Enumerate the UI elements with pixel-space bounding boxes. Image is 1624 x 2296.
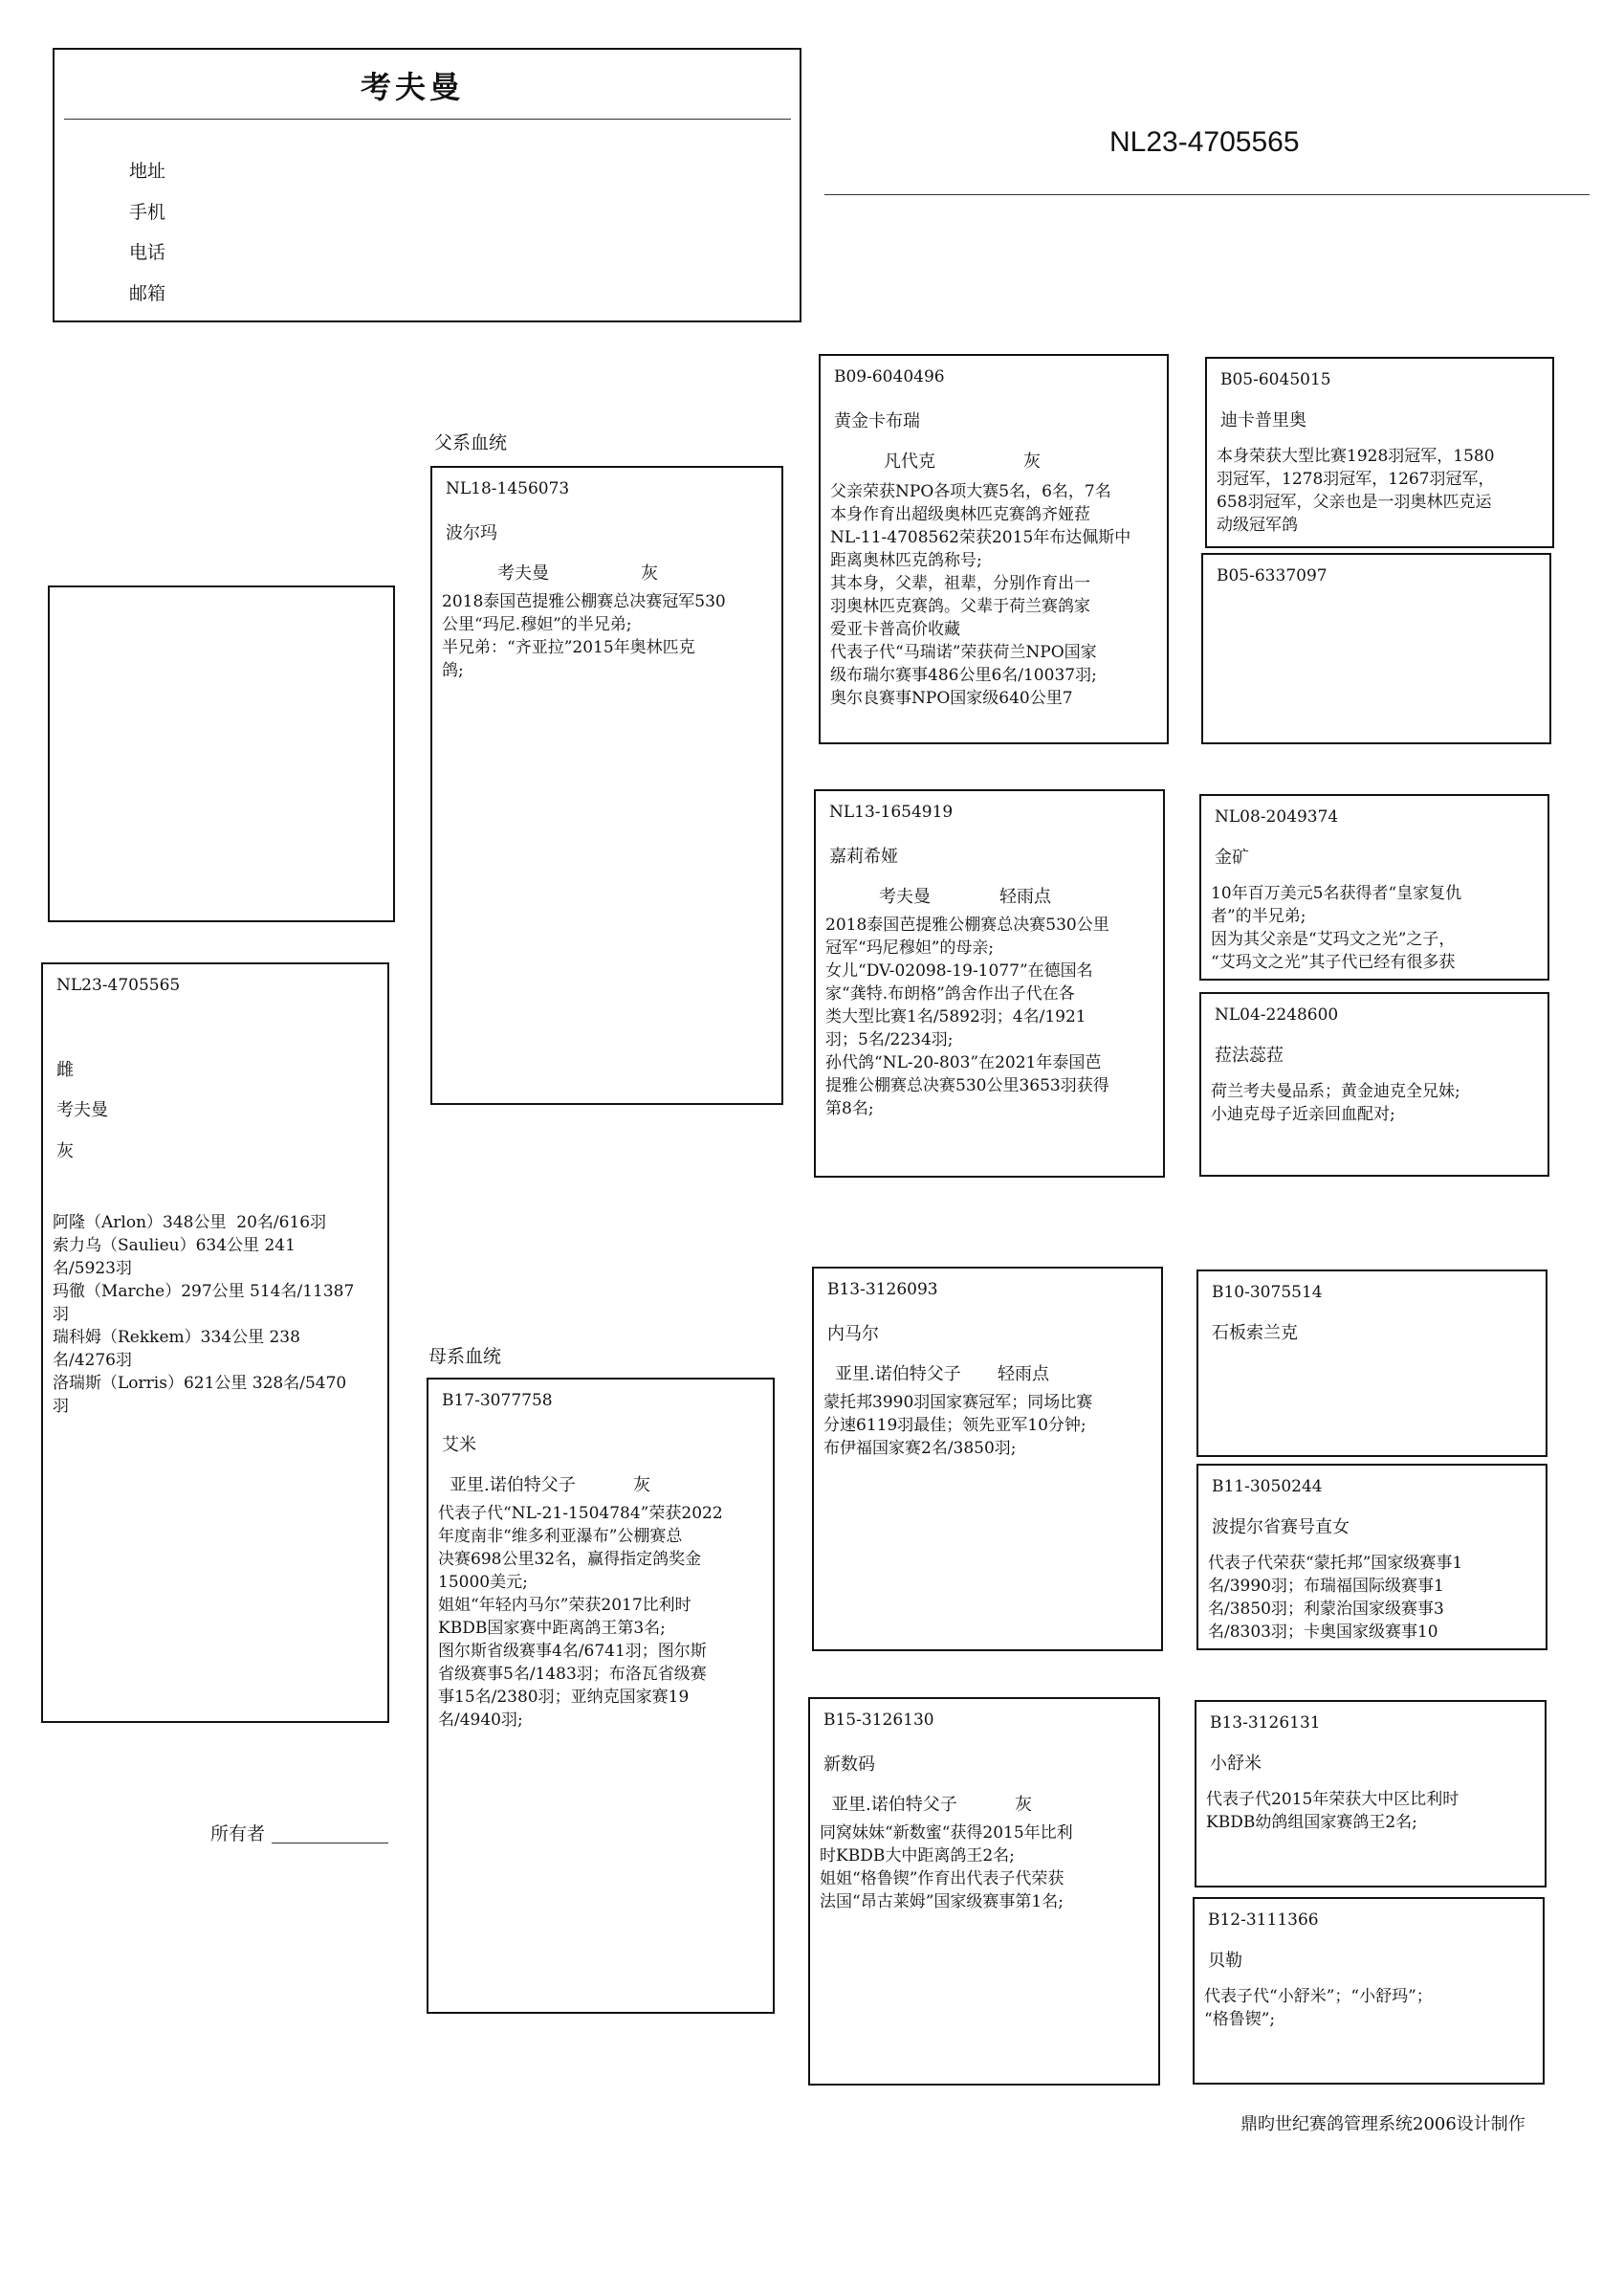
sire-name: 波尔玛 <box>446 523 497 543</box>
owner-label: 所有者 <box>210 1823 266 1844</box>
dd-box <box>808 1697 1160 2086</box>
sss-name: 迪卡普里奥 <box>1220 410 1306 430</box>
subject-breeder: 考夫曼 <box>56 1100 108 1120</box>
sss-ring: B05-6045015 <box>1220 370 1331 389</box>
dam-line-label: 母系血统 <box>428 1346 502 1367</box>
ss-box <box>819 354 1169 744</box>
subject-results: 阿隆（Arlon）348公里 20名/616羽 索力乌（Saulieu）634公里 241 名/5923羽 玛徹（Marche）297公里 514名/11387 羽 瑞科姆（Rekkem）334公里 238 名/4276羽 洛瑞斯（Lorris）621公里 328名/5470 羽 <box>53 1213 355 1416</box>
ss-color: 灰 <box>1023 452 1041 472</box>
dd-color: 灰 <box>1015 1795 1032 1815</box>
sd-box <box>814 789 1165 1178</box>
header-divider <box>64 119 791 120</box>
ss-description: 父亲荣获NPO各项大赛5名，6名，7名 本身作育出超级奥林匹克赛鸽齐娅菈 NL-11-4708562荣获2015年布达佩斯中 距离奥林匹克鸽称号; 其本身，父辈，祖辈，分别作育出一 羽奥林匹克赛鸽。父辈于荷兰赛鸽家 爱亚卡普高价收藏 代表子代“马瑞诺”荣获荷兰NPO国家 级布瑞尔赛事486公里6名/10037羽; 奥尔良赛事NPO国家级640公里7 <box>830 482 1131 708</box>
phone-label: 电话 <box>129 242 166 263</box>
email-label: 邮箱 <box>129 283 166 304</box>
subject-color: 灰 <box>56 1141 74 1161</box>
sd-color: 轻雨点 <box>999 887 1051 907</box>
ring-number-title: NL23-4705565 <box>1109 126 1300 158</box>
dss-box <box>1196 1269 1547 1457</box>
header-box <box>53 48 801 322</box>
ddd-ring: B12-3111366 <box>1208 1910 1319 1930</box>
sire-box <box>430 466 783 1105</box>
dss-name: 石板索兰克 <box>1212 1323 1298 1343</box>
dam-color: 灰 <box>633 1475 650 1495</box>
subject-ring: NL23-4705565 <box>56 976 181 995</box>
ds-color: 轻雨点 <box>998 1364 1049 1384</box>
dds-description: 代表子代2015年荣获大中区比利时 KBDB幼鸽组国家赛鸽王2名; <box>1206 1790 1459 1832</box>
ss-ring: B09-6040496 <box>834 367 945 386</box>
sire-color: 灰 <box>641 563 658 584</box>
sds-ring: NL08-2049374 <box>1215 807 1339 827</box>
dd-description: 同窝妹妹“新数蜜“获得2015年比利 时KBDB大中距离鸽王2名; 姐姐“格鲁锲”作育出代表子代荣获 法国“昂古莱姆”国家级赛事第1名; <box>820 1823 1073 1911</box>
sss-description: 本身荣获大型比赛1928羽冠军，1580 羽冠军，1278羽冠军，1267羽冠军， 658羽冠军，父亲也是一羽奥林匹克运 动级冠军鸽 <box>1217 447 1495 535</box>
dds-name: 小舒米 <box>1210 1754 1262 1774</box>
dam-box <box>427 1378 775 2014</box>
sire-breeder: 考夫曼 <box>497 563 549 584</box>
ss-name: 黄金卡布瑞 <box>834 411 920 431</box>
dsd-description: 代表子代荣获“蒙托邦”国家级赛事1 名/3990羽；布瑞福国际级赛事1 名/3850羽；利蒙治国家级赛事3 名/8303羽；卡奥国家级赛事10 <box>1208 1554 1463 1642</box>
ddd-name: 贝勒 <box>1208 1951 1242 1971</box>
dds-box <box>1195 1700 1547 1888</box>
sd-ring: NL13-1654919 <box>829 803 954 822</box>
sire-description: 2018泰国芭提雅公棚赛总决赛冠军530 公里“玛尼.穆妲”的半兄弟; 半兄弟：“齐亚拉”2015年奥林匹克 鸽; <box>442 592 726 680</box>
sdd-description: 荷兰考夫曼品系；黄金迪克全兄妹; 小迪克母子近亲回血配对; <box>1211 1082 1460 1124</box>
sd-breeder: 考夫曼 <box>879 887 931 907</box>
dd-breeder: 亚里.诺伯特父子 <box>831 1795 957 1815</box>
owner-name: 考夫曼 <box>361 69 465 105</box>
ds-ring: B13-3126093 <box>827 1280 938 1299</box>
ddd-box <box>1193 1897 1545 2085</box>
sdd-name: 菈法蕊菈 <box>1215 1046 1284 1066</box>
dam-ring: B17-3077758 <box>442 1391 553 1410</box>
ddd-description: 代表子代“小舒米”；“小舒玛”； “格鲁锲”; <box>1204 1987 1433 2029</box>
dd-name: 新数码 <box>823 1755 875 1775</box>
sdd-box <box>1199 992 1549 1177</box>
sss-box <box>1205 357 1554 548</box>
sds-box <box>1199 794 1549 981</box>
system-credit: 鼎昀世纪赛鸽管理系统2006设计制作 <box>1240 2114 1525 2134</box>
dsd-box <box>1196 1464 1547 1650</box>
sds-description: 10年百万美元5名获得者“皇家复仇 者”的半兄弟; 因为其父亲是“艾玛文之光”之子， “艾玛文之光”其子代已经有很多获 <box>1211 884 1462 972</box>
dsd-name: 波提尔省赛号直女 <box>1212 1517 1350 1537</box>
sd-name: 嘉莉希娅 <box>829 847 898 867</box>
ss-breeder: 凡代克 <box>884 452 935 472</box>
sd-description: 2018泰国芭提雅公棚赛总决赛530公里 冠军“玛尼穆妲”的母亲; 女儿“DV-02098-19-1077”在德国名 家“龚特.布朗格”鸽舍作出子代在各 类大型比赛1名/5892羽；4名/1921 羽；5名/2234羽; 孙代鸽“NL-20-803”在2021年泰国芭 提雅公棚赛总决赛530公里3653羽获得 第8名; <box>825 916 1109 1118</box>
photo-box <box>48 585 395 922</box>
ds-breeder: 亚里.诺伯特父子 <box>835 1364 961 1384</box>
dds-ring: B13-3126131 <box>1210 1713 1321 1733</box>
ds-description: 蒙托邦3990羽国家赛冠军；同场比赛 分速6119羽最佳；领先亚军10分钟; 布伊福国家赛2名/3850羽; <box>823 1393 1093 1458</box>
dam-breeder: 亚里.诺伯特父子 <box>450 1475 576 1495</box>
ds-box <box>812 1267 1163 1651</box>
ssd-ring: B05-6337097 <box>1217 566 1328 585</box>
dam-name: 艾米 <box>442 1435 476 1455</box>
sdd-ring: NL04-2248600 <box>1215 1005 1339 1025</box>
ssd-box <box>1201 553 1551 744</box>
mobile-label: 手机 <box>129 202 166 223</box>
address-label: 地址 <box>129 161 166 182</box>
dam-description: 代表子代“NL-21-1504784”荣获2022 年度南非“维多利亚瀑布”公棚赛总 决赛698公里32名，赢得指定鸽奖金 15000美元; 姐姐“年轻内马尔”荣获2017比利时 KBDB国家赛中距离鸽王第3名; 图尔斯省级赛事4名/6741羽；图尔斯 省级赛事5名/1483羽；布洛瓦省级赛 事15名/2380羽；亚纳克国家赛19 名/4940羽; <box>438 1504 723 1730</box>
sds-name: 金矿 <box>1215 848 1249 868</box>
dd-ring: B15-3126130 <box>823 1711 934 1730</box>
sire-line-label: 父系血统 <box>434 432 508 453</box>
subject-box <box>41 962 389 1723</box>
dsd-ring: B11-3050244 <box>1212 1477 1323 1496</box>
dss-ring: B10-3075514 <box>1212 1283 1323 1302</box>
title-divider <box>824 194 1590 195</box>
subject-sex: 雌 <box>56 1060 74 1080</box>
ds-name: 内马尔 <box>827 1324 879 1344</box>
sire-ring: NL18-1456073 <box>446 479 570 498</box>
